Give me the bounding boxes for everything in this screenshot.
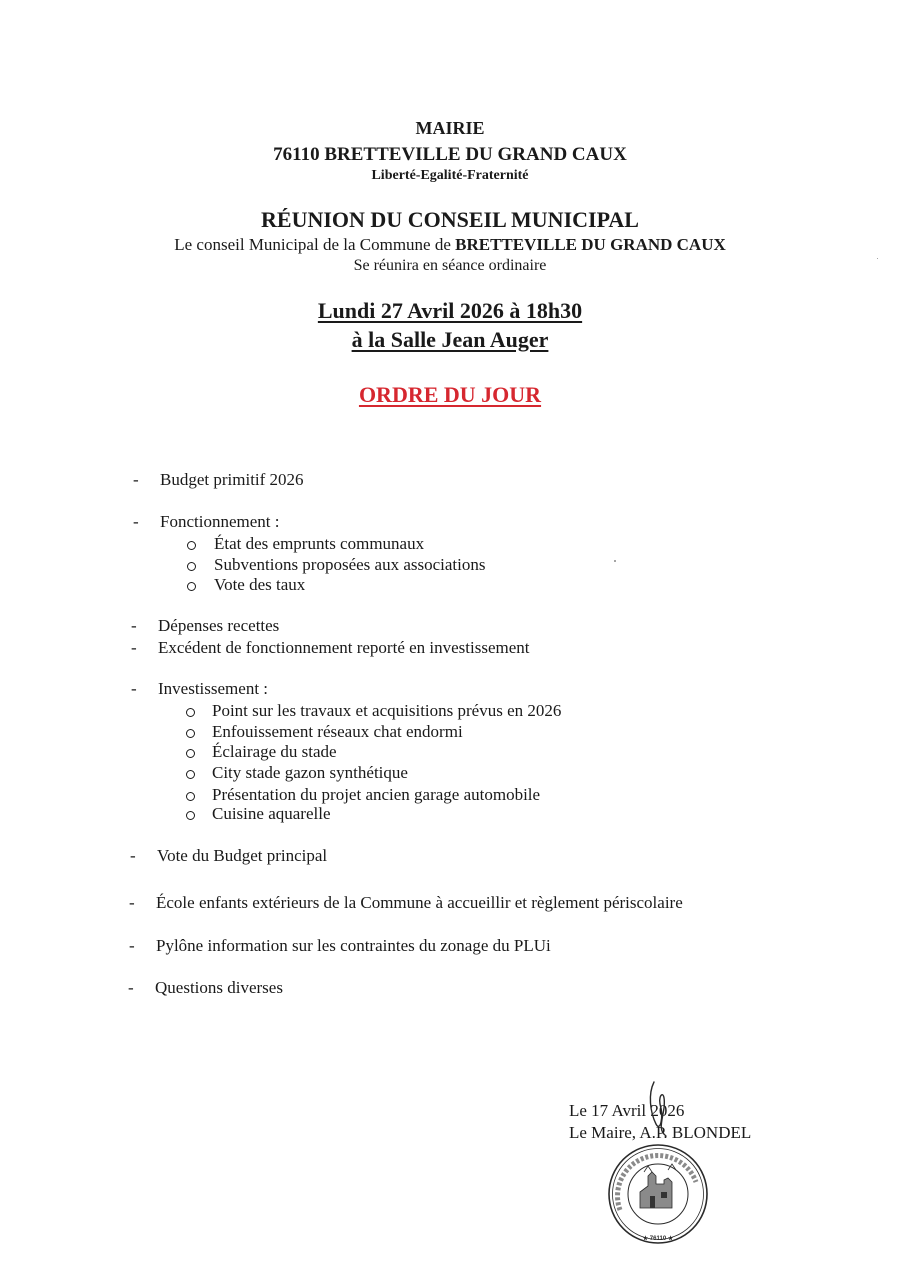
dash-marker: - bbox=[131, 679, 137, 698]
dash-marker: - bbox=[128, 978, 134, 997]
town-title: 76110 BRETTEVILLE DU GRAND CAUX bbox=[273, 144, 627, 165]
circle-bullet-icon bbox=[186, 770, 195, 779]
agenda-item-fonctionnement: Fonctionnement : bbox=[160, 512, 280, 531]
dash-marker: - bbox=[133, 470, 139, 489]
agenda-item-investissement: Investissement : bbox=[158, 679, 269, 698]
agenda-item-questions: Questions diverses bbox=[155, 978, 283, 997]
agenda-subitem: État des emprunts communaux bbox=[214, 534, 425, 553]
meeting-date: Lundi 27 Avril 2026 à 18h30 bbox=[317, 298, 583, 323]
agenda-item-depenses: Dépenses recettes bbox=[158, 616, 280, 635]
meeting-intro bbox=[0, 235, 900, 255]
session-type: Se réunira en séance ordinaire bbox=[353, 257, 547, 274]
meeting-place: à la Salle Jean Auger bbox=[351, 327, 549, 352]
circle-bullet-icon bbox=[186, 708, 195, 717]
svg-text:★ 76110 ★: ★ 76110 ★ bbox=[642, 1236, 674, 1242]
agenda-item-vote-budget: Vote du Budget principal bbox=[157, 846, 328, 865]
circle-bullet-icon bbox=[187, 582, 196, 591]
dash-marker: - bbox=[130, 846, 136, 865]
meeting-title: RÉUNION DU CONSEIL MUNICIPAL bbox=[261, 207, 639, 232]
intro-town: BRETTEVILLE DU GRAND CAUX bbox=[455, 235, 726, 254]
circle-bullet-icon bbox=[186, 729, 195, 738]
mairie-stamp-seal bbox=[606, 1142, 710, 1246]
scan-speck bbox=[877, 258, 878, 259]
handwritten-signature bbox=[640, 1078, 680, 1138]
agenda-heading: ORDRE DU JOUR bbox=[358, 382, 542, 407]
signature-date: Le 17 Avril 2026 bbox=[569, 1101, 685, 1120]
signature-signer: Le Maire, A.P. BLONDEL bbox=[569, 1123, 752, 1142]
circle-bullet-icon bbox=[186, 811, 195, 820]
agenda-subitem: Point sur les travaux et acquisitions prévus en 2026 bbox=[212, 701, 562, 720]
agenda-subitem: Cuisine aquarelle bbox=[212, 804, 331, 823]
dash-marker: - bbox=[131, 616, 137, 635]
dash-marker: - bbox=[133, 512, 139, 531]
agenda-subitem: Subventions proposées aux associations bbox=[214, 555, 486, 574]
scan-speck bbox=[614, 560, 616, 562]
dash-marker: - bbox=[129, 936, 135, 955]
dash-marker: - bbox=[131, 638, 137, 657]
agenda-subitem: Présentation du projet ancien garage automobile bbox=[212, 785, 541, 804]
motto: Liberté-Egalité-Fraternité bbox=[371, 168, 529, 183]
agenda-subitem: Vote des taux bbox=[214, 575, 306, 594]
agenda-subitem: City stade gazon synthétique bbox=[212, 763, 408, 782]
dash-marker: - bbox=[129, 893, 135, 912]
circle-bullet-icon bbox=[187, 562, 196, 571]
circle-bullet-icon bbox=[187, 541, 196, 550]
agenda-subitem: Enfouissement réseaux chat endormi bbox=[212, 722, 463, 741]
agenda-item-budget-primitif: Budget primitif 2026 bbox=[160, 470, 304, 489]
agenda-item-ecole: École enfants extérieurs de la Commune à accueillir et règlement périscolaire bbox=[156, 893, 683, 912]
agenda-item-excedent: Excédent de fonctionnement reporté en investissement bbox=[158, 638, 530, 657]
mairie-label: MAIRIE bbox=[415, 118, 485, 138]
intro-prefix: Le conseil Municipal de la Commune de bbox=[174, 235, 456, 254]
agenda-subitem: Éclairage du stade bbox=[212, 742, 337, 761]
circle-bullet-icon bbox=[186, 792, 195, 801]
agenda-item-pylone: Pylône information sur les contraintes du zonage du PLUi bbox=[156, 936, 551, 955]
circle-bullet-icon bbox=[186, 749, 195, 758]
